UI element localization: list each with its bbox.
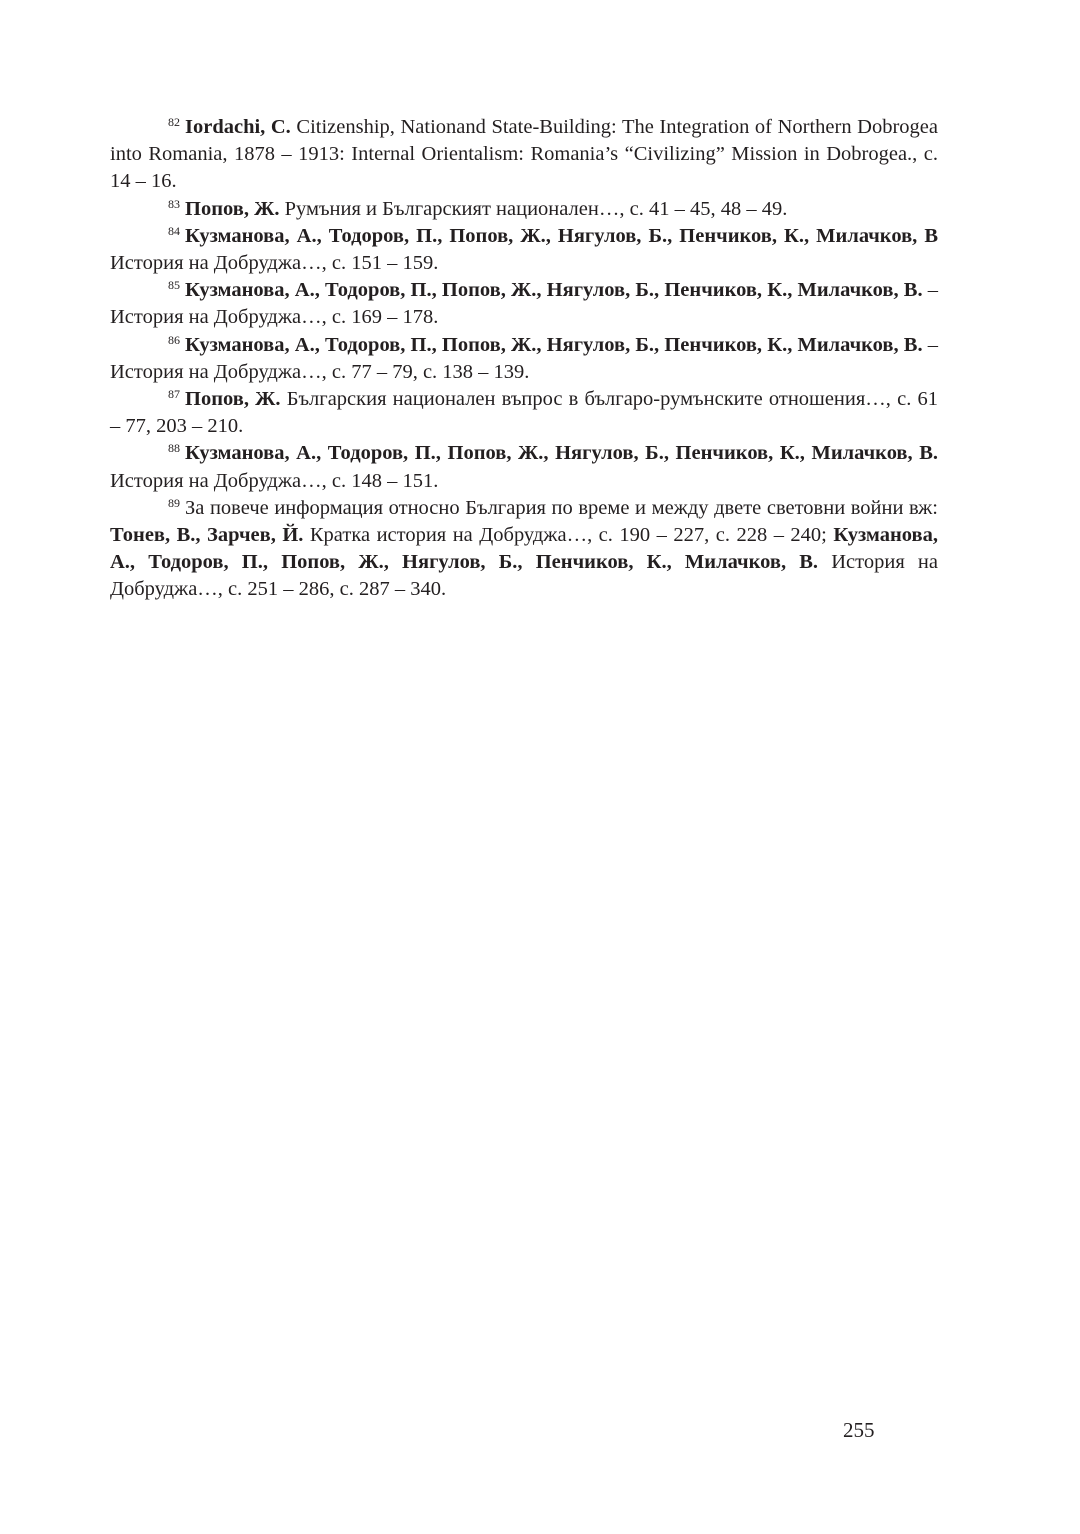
footnote-number: 83: [168, 196, 180, 211]
page-number: 255: [843, 1418, 875, 1442]
footnote-86: [110, 332, 938, 386]
footnotes-block: [110, 114, 938, 604]
footnote-text: История на Добруджа…, с. 251 – 286, с. 287 – 340.: [110, 551, 939, 601]
footnote-number: 85: [168, 278, 180, 293]
footnote-author: Кузманова, А., Тодоров, П., Попов, Ж., Нягулов, Б., Пенчиков, К., Милачков, В.: [185, 279, 923, 302]
footnote-text: За повече информация относно България по време и между двете световни войни вж:: [185, 496, 938, 519]
footnote-author: Кузманова, А., Тодоров, П., Попов, Ж., Нягулов, Б., Пенчиков, К., Милачков, В.: [110, 524, 938, 574]
footnote-text: – История на Добруджа…, с. 169 – 178.: [110, 279, 939, 329]
footnote-87: [110, 386, 938, 440]
footnote-text: История на Добруджа…, с. 151 – 159.: [110, 252, 439, 275]
footnote-text: Кратка история на Добруджа…, с. 190 – 227, с. 228 – 240;: [303, 524, 834, 547]
footnote-author: Попов, Ж.: [185, 197, 280, 220]
footnote-number: 87: [168, 387, 180, 402]
footnote-text: Citizenship, Nationand State-Building: The Integration of Northern Dobrogea into Romania, 1878 – 1913: Internal Orientalism: Romania’s “Civilizing” Mission in Dobrogea., с. 14 – 16.: [110, 116, 938, 193]
footnote-number: 82: [168, 115, 180, 129]
footnote-text: Българския национален въпрос в българо-румънските отношения…, с. 61 – 77, 203 – 210.: [110, 388, 938, 438]
footnote-author: Попов, Ж.: [185, 388, 281, 411]
footnote-83: [110, 196, 938, 223]
footnote-82: [110, 114, 938, 196]
footnote-89: [110, 495, 938, 604]
footnote-number: 86: [168, 332, 180, 347]
footnote-number: 88: [168, 441, 180, 456]
footnote-author: Кузманова, А., Тодоров, П., Попов, Ж., Нягулов, Б., Пенчиков, К., Милачков, В: [185, 224, 938, 247]
footnote-author: Кузманова, А., Тодоров, П., Попов, Ж., Нягулов, Б., Пенчиков, К., Милачков, В.: [185, 442, 938, 465]
footnote-author: Кузманова, А., Тодоров, П., Попов, Ж., Нягулов, Б., Пенчиков, К., Милачков, В.: [185, 333, 923, 356]
footnote-number: 84: [168, 223, 180, 238]
footnote-text: История на Добруджа…, с. 148 – 151.: [110, 469, 439, 492]
footnote-author: Тонев, В., Зарчев, Й.: [110, 524, 304, 547]
footnote-text: Румъния и Българският национален…, с. 41 – 45, 48 – 49.: [279, 197, 788, 220]
footnote-85: [110, 277, 938, 331]
footnote-number: 89: [168, 495, 180, 510]
footnote-88: [110, 440, 938, 494]
footnote-84: [110, 223, 938, 277]
footnote-author: Iordachi, C.: [185, 116, 291, 138]
footnote-text: – История на Добруджа…, с. 77 – 79, с. 138 – 139.: [110, 333, 939, 383]
